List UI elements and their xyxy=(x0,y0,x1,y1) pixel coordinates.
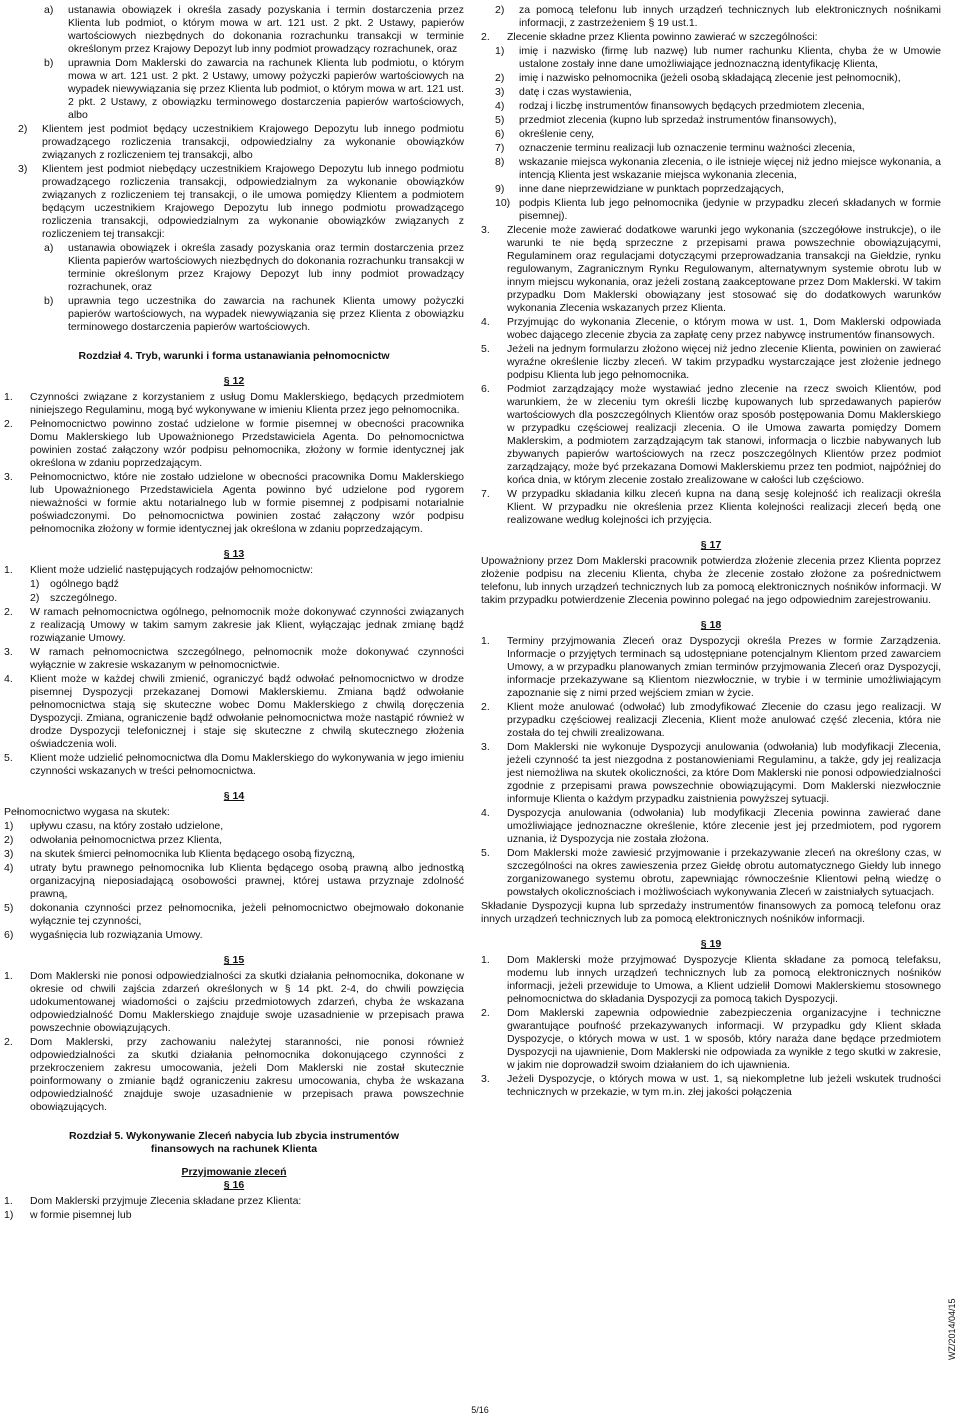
chapter-heading xyxy=(4,1130,464,1156)
right-column xyxy=(481,4,941,1100)
list-item: 2. Dom Maklerski, przy zachowaniu należytej staranności, nie ponosi również odpowiedzialności za skutki działania pełnomocnika dokonującego czynności z przekroczeniem zakresu umocowania, jeżeli Dom Maklerski nie został skutecznie poinformowany o zmianie bądź ograniczeniu zakresu umocowania, chyba że wskazana odpowiedzialność znajduje swoje uzasadnienie w przepisach prawa powszechnie obowiązujących. xyxy=(4,1036,464,1113)
list-item: 5. Jeżeli na jednym formularzu złożono więcej niż jedno zlecenie Klienta, powinien on zawierać wyraźne określenie liczby zleceń. W takim przypadku wystarczające jest złożenie jednego podpisu Klienta lub jego pełnomocnika. xyxy=(481,343,941,381)
list-item: 1. Dom Maklerski nie ponosi odpowiedzialności za skutki działania pełnomocnika, dokonane w okresie od chwili zajścia zdarzeń określonych w § 14 pkt. 2-4, do chwili powzięcia udokumentowanej wiadomości o zajściu przedmiotowych zdarzeń, chyba że wskazana odpowiedzialność Domu Maklerskiego znajduje swoje uzasadnienie w przepisach prawa powszechnie obowiązujących. xyxy=(4,970,464,1034)
section-heading: § 19 xyxy=(700,938,722,950)
section-heading: § 12 xyxy=(223,375,245,387)
chapter-heading-line: finansowych na rachunek Klienta xyxy=(150,1143,318,1155)
section-heading: § 18 xyxy=(700,619,722,631)
list-item: 3. Jeżeli Dyspozycje, o których mowa w ust. 1, są niekompletne lub jeżeli wskutek trudności technicznych w przekazie, w tym m.in. złej jakości połączenia xyxy=(481,1073,941,1098)
list-item: 1. Dom Maklerski może przyjmować Dyspozycje Klienta składane za pomocą telefaksu, modemu lub innych urządzeń technicznych lub za pomocą elektronicznych nośników informacji, jeżeli przewiduje to Umowa, a Klient udzielił Domowi Maklerskiemu stosownego pełnomocnictwa do składania Dyspozycji za pomocą takich Dyspozycji. xyxy=(481,954,941,1005)
list-item: 4) rodzaj i liczbę instrumentów finansowych będących przedmiotem zlecenia, xyxy=(495,100,865,112)
list-item: 2. Zlecenie składne przez Klienta powinno zawierać w szczególności: xyxy=(481,31,818,43)
list-item: 3. Pełnomocnictwo, które nie zostało udzielone w obecności pracownika Domu Maklerskiego lub Upoważnionego Przedstawiciela Agenta powinno być udzielone pod rygorem nieważności w formie aktu notarialnego lub w formie pisemnej z podpisami notarialnie poświadczonymi. Do pełnomocnictwa powinien zostać załączony wzór podpisu pełnomocnika złożony w formie identycznej jak określona w zdaniu poprzedzającym. xyxy=(4,471,464,535)
list-item: b) uprawnia Dom Maklerski do zawarcia na rachunek Klienta lub podmiotu, o którym mowa w art. 121 ust. 2 pkt. 2 Ustawy, umowy pożyczki papierów wartościowych na wypadek niewywiązania się przez Klienta lub podmiot, o którym mowa w art. 121 ust. 2 pkt. 2 Ustawy, z obowiązku terminowego dostarczenia papierów wartościowych, albo xyxy=(44,57,464,121)
list-item: 6. Podmiot zarządzający może wystawiać jedno zlecenie na rzecz swoich Klientów, pod warunkiem, że w zleceniu tym określi liczbę kupowanych lub sprzedawanych papierów wartościowych dla poszczególnych Klientów oraz sposób postępowania Domu Maklerskiego w przypadku częściowej realizacji zlecenia. O ile Umowa zawarta pomiędzy Domem Maklerskim, a podmiotem zarządzającym tak stanowi, informacja o liczbie nabywanych lub zbywanych papierów wartościowych na rzecz poszczególnych Klientów przez podmiot zarządzający, może być przekazana Domowi Maklerskiemu przez ten podmiot, najpóźniej do końca dnia, w którym zlecenie zostało zrealizowane w całości lub częściowo. xyxy=(481,383,941,486)
section-heading: § 17 xyxy=(700,539,722,551)
chapter-heading: Rozdział 4. Tryb, warunki i forma ustanawiania pełnomocnictw xyxy=(78,350,390,362)
list-item: 5. Dom Maklerski może zawiesić przyjmowanie i przekazywanie zleceń na określony czas, w szczególności na okres zawieszenia przez Giełdę obrotu automatycznego Giełdy lub innego zorganizowanego systemu obrotu, zapewniając równocześnie Klientowi pełną wiedzę o powstałych okolicznościach i możliwościach wykonywania Zleceń w zaistniałych sytuacjach. xyxy=(481,847,941,898)
list-item: a) ustanawia obowiązek i określa zasady pozyskania oraz termin dostarczenia przez Klienta papierów wartościowych niezbędnych do dokonania rozrachunku transakcji w terminie określonym przez Krajowy Depozyt lub inny podmiot prowadzący rozrachunek, oraz xyxy=(44,242,464,293)
list-item: 6) określenie ceny, xyxy=(495,128,595,140)
list-item: 3. Dom Maklerski nie wykonuje Dyspozycji anulowania (odwołania) lub modyfikacji Zlecenia, jeżeli czynność ta jest niezgodna z postanowieniami Regulaminu, a także, gdy jej realizacja jest niemożliwa na skutek okoliczności, za które Dom Maklerski nie ponosi odpowiedzialności zgodnie z przepisami prawa powszechnie obowiązującymi. Dom Maklerski niezwłocznie informuje Klienta o każdym przypadku zaistnienia powyższej sytuacji. xyxy=(481,741,941,805)
section-heading: § 15 xyxy=(223,954,245,966)
list-item: 2. Pełnomocnictwo powinno zostać udzielone w formie pisemnej w obecności pracownika Domu Maklerskiego lub Upoważnionego Przedstawiciela Agenta. Do pełnomocnictwa powinien zostać załączony wzór podpisu pełnomocnika, złożony w formie identycznej jak określona w zdaniu poprzedzającym. xyxy=(4,418,464,469)
list-item: 3. W ramach pełnomocnictwa szczególnego, pełnomocnik może dokonywać czynności wyłącznie w zakresie wskazanym w pełnomocnictwie. xyxy=(4,646,464,671)
list-item: 3. Zlecenie może zawierać dodatkowe warunki jego wykonania (szczegółowe instrukcje), o ile warunki te nie będą sprzeczne z przepisami prawa powszechnie obowiązującymi, Regulaminem oraz regulacjami dotyczącymi przeprowadzania transakcji na Giełdzie, rynku regulowanym, Zagranicznym Rynku Regulowanym, alternatywnym systemie obrotu lub w innym miejscu wykonania, oraz jeżeli zostaną zaakceptowane przez Dom Maklerski. W takim przypadku Dom Maklerski obowiązany jest stosować się do dodatkowych warunków wykonania Zlecenia wskazanych przez Klienta. xyxy=(481,224,941,314)
section-heading: § 14 xyxy=(223,790,245,802)
list-item: 3) Klientem jest podmiot niebędący uczestnikiem Krajowego Depozytu lub innego podmiotu prowadzącego rozliczenia transakcji, odpowiedzialnym za wykonanie obowiązków związanych z rozliczeniem tej transakcji, o ile umowa pomiędzy Klientem a podmiotem będącym uczestnikiem Krajowego Depozytu lub innego podmiotu prowadzącego rozliczenia transakcji, odpowiedzialnym za wykonanie obowiązków związanych z rozliczeniem tej transakcji: xyxy=(18,163,464,240)
list-item: 1. Dom Maklerski przyjmuje Zlecenia składane przez Klienta: xyxy=(4,1195,302,1207)
list-item: 2) za pomocą telefonu lub innych urządzeń technicznych lub elektronicznych nośnikami informacji, z zastrzeżeniem § 19 ust.1. xyxy=(495,4,941,29)
list-item: 2. Dom Maklerski zapewnia odpowiednie zabezpieczenia organizacyjne i techniczne gwarantujące poufność przekazywanych informacji. W przypadku gdy Klient składa Dyspozycje, o których mowa w ust. 1 w sposób, który naraża dane będące przedmiotem Dyspozycji na ujawnienie, Dom Maklerski nie odpowiada za wynikłe z tego skutki w zakresie, w jakim nie doprowadził swoim działaniem do ich ujawnienia. xyxy=(481,1007,941,1071)
list-item: 2) szczególnego. xyxy=(30,592,118,604)
list-item: 1) upływu czasu, na który zostało udzielone, xyxy=(4,820,224,832)
list-item: 4) utraty bytu prawnego pełnomocnika lub Klienta będącego osobą prawną albo jednostką organizacyjną nieposiadającą osobowości prawnej, której ustawa przyznaje zdolność prawną, xyxy=(4,862,464,900)
paragraph: Składanie Dyspozycji kupna lub sprzedaży instrumentów finansowych za pomocą telefonu oraz innych urządzeń technicznych lub za pomocą elektronicznych nośników informacji. xyxy=(481,900,941,925)
list-item: 2. Klient może anulować (odwołać) lub zmodyfikować Zlecenie do czasu jego realizacji. W przypadku częściowej realizacji Zlecenia, Klient może anulować część zlecenia, która nie została do tej chwili zrealizowana. xyxy=(481,701,941,739)
paragraph: Upoważniony przez Dom Maklerski pracownik potwierdza złożenie zlecenia przez Klienta poprzez złożenie podpisu na zleceniu Klienta, chyba że zlecenie zostało złożone za pośrednictwem telefonu, lub innych urządzeń technicznych lub za pomocą elektronicznych nośników informacji. W takim przypadku potwierdzenie Zlecenia powinno polegać na jego odpowiednim zarejestrowaniu. xyxy=(481,555,941,606)
list-item: 7. W przypadku składania kilku zleceń kupna na daną sesję kolejność ich realizacji określa Klient. W przypadku nie określenia przez Klienta kolejności realizacji zleceń będą one realizowane według kolejności ich przyjęcia. xyxy=(481,488,941,526)
list-item: 1) imię i nazwisko (firmę lub nazwę) lub numer rachunku Klienta, chyba że w Umowie ustalone zostały inne dane umożliwiające jednoznaczną identyfikację Klienta, xyxy=(495,45,941,70)
list-item: 3) na skutek śmierci pełnomocnika lub Klienta będącego osobą fizyczną, xyxy=(4,848,356,860)
section-heading: § 16 xyxy=(223,1179,245,1191)
list-item: b) uprawnia tego uczestnika do zawarcia na rachunek Klienta umowy pożyczki papierów wartościowych, na wypadek niewywiązania się przez Klienta z obowiązku terminowego dostarczenia papierów wartościowych. xyxy=(44,295,464,333)
section-heading: § 13 xyxy=(223,548,245,560)
left-column xyxy=(4,4,464,1223)
subsection-heading: Przyjmowanie zleceń xyxy=(181,1166,287,1178)
list-item: 9) inne dane nieprzewidziane w punktach poprzedzających, xyxy=(495,183,785,195)
list-item: 2) imię i nazwisko pełnomocnika (jeżeli osobą składającą zlecenie jest pełnomocnik), xyxy=(495,72,901,84)
paragraph: Pełnomocnictwo wygasa na skutek: xyxy=(4,806,170,818)
document-code: WZ/2014/04/15 xyxy=(947,1298,957,1360)
list-item: 7) oznaczenie terminu realizacji lub oznaczenie terminu ważności zlecenia, xyxy=(495,142,856,154)
list-item: 4. Dyspozycja anulowania (odwołania) lub modyfikacji Zlecenia powinna zawierać dane umożliwiające jednoznaczne określenie, które zlecenie jest jej przedmiotem, pod rygorem uznania, iż Dyspozycja nie została złożona. xyxy=(481,807,941,845)
list-item: 10) podpis Klienta lub jego pełnomocnika (jedynie w przypadku zleceń składanych w formie pisemnej). xyxy=(495,197,941,222)
list-item: 3) datę i czas wystawienia, xyxy=(495,86,632,98)
chapter-heading-line: Rozdział 5. Wykonywanie Zleceń nabycia lub zbycia instrumentów xyxy=(68,1130,400,1142)
list-item: 2. W ramach pełnomocnictwa ogólnego, pełnomocnik może dokonywać czynności związanych z realizacją Umowy w takim samym zakresie jak Klient, wyłączając jednak zmianę bądź rozwiązanie Umowy. xyxy=(4,606,464,644)
list-item: a) ustanawia obowiązek i określa zasady pozyskania i termin dostarczenia przez Klienta lub podmiot, o którym mowa w art. 121 ust. 2 pkt. 2 Ustawy, papierów wartościowych niezbędnych do dokonania rozrachunku transakcji w terminie określonym przez Krajowy Depozyt lub inny podmiot prowadzący rozrachunek, oraz xyxy=(44,4,464,55)
list-item: 4. Klient może w każdej chwili zmienić, ograniczyć bądź odwołać pełnomocnictwo w drodze pisemnej Dyspozycji przekazanej Domowi Maklerskiemu. Zmiana bądź odwołanie pełnomocnictwa stają się skuteczne wobec Domu Maklerskiego z chwilą doręczenia Dyspozycji. Zmiana, ograniczenie bądź odwołanie pełnomocnictwa może nastąpić również w drodze Dyspozycji telefonicznej i staje się skuteczne z chwilą skutecznego złożenia oświadczenia woli. xyxy=(4,673,464,750)
list-item: 1) w formie pisemnej lub xyxy=(4,1209,132,1221)
list-item: 2) odwołania pełnomocnictwa przez Klienta, xyxy=(4,834,223,846)
list-item: 5) dokonania czynności przez pełnomocnika, jeżeli pełnomocnictwo obejmowało dokonanie wyłącznie tej czynności, xyxy=(4,902,464,927)
list-item: 2) Klientem jest podmiot będący uczestnikiem Krajowego Depozytu lub innego podmiotu prowadzącego rozliczenia transakcji, odpowiedzialny za wykonanie obowiązków związanych z rozliczeniem tej transakcji, albo xyxy=(18,123,464,161)
list-item: 5. Klient może udzielić pełnomocnictwa dla Domu Maklerskiego do wykonywania w jego imieniu czynności wskazanych w treści pełnomocnictwa. xyxy=(4,752,464,777)
list-item: 1. Terminy przyjmowania Zleceń oraz Dyspozycji określa Prezes w formie Zarządzenia. Informacje o przyjętych terminach są udostępniane potencjalnym Klientom przed zawarciem Umowy, a w przypadku planowanych zmian terminów przyjmowania Zleceń oraz Dyspozycji, informacje przekazywane są Klientom niezwłocznie, w trybie i w terminie umożliwiającym zapoznanie się z nimi przed wejściem zmian w życie. xyxy=(481,635,941,699)
list-item: 8) wskazanie miejsca wykonania zlecenia, o ile istnieje więcej niż jedno miejsce wykonania, a intencją Klienta jest wskazanie miejsca wykonania zlecenia, xyxy=(495,156,941,181)
list-item: 1. Czynności związane z korzystaniem z usług Domu Maklerskiego, będących przedmiotem niniejszego Regulaminu, mogą być wykonywane w imieniu Klienta przez jego pełnomocnika. xyxy=(4,391,464,416)
list-item: 5) przedmiot zlecenia (kupno lub sprzedaż instrumentów finansowych), xyxy=(495,114,837,126)
list-item: 1) ogólnego bądź xyxy=(30,578,119,590)
list-item: 4. Przyjmując do wykonania Zlecenie, o którym mowa w ust. 1, Dom Maklerski odpowiada wobec dającego zlecenie zbycia za zapłatę ceny przez nabywcę instrumentów finansowych. xyxy=(481,316,941,341)
list-item: 6) wygaśnięcia lub rozwiązania Umowy. xyxy=(4,929,203,941)
list-item: 1. Klient może udzielić następujących rodzajów pełnomocnictw: xyxy=(4,564,314,576)
page-number: 5/16 xyxy=(471,1405,489,1415)
